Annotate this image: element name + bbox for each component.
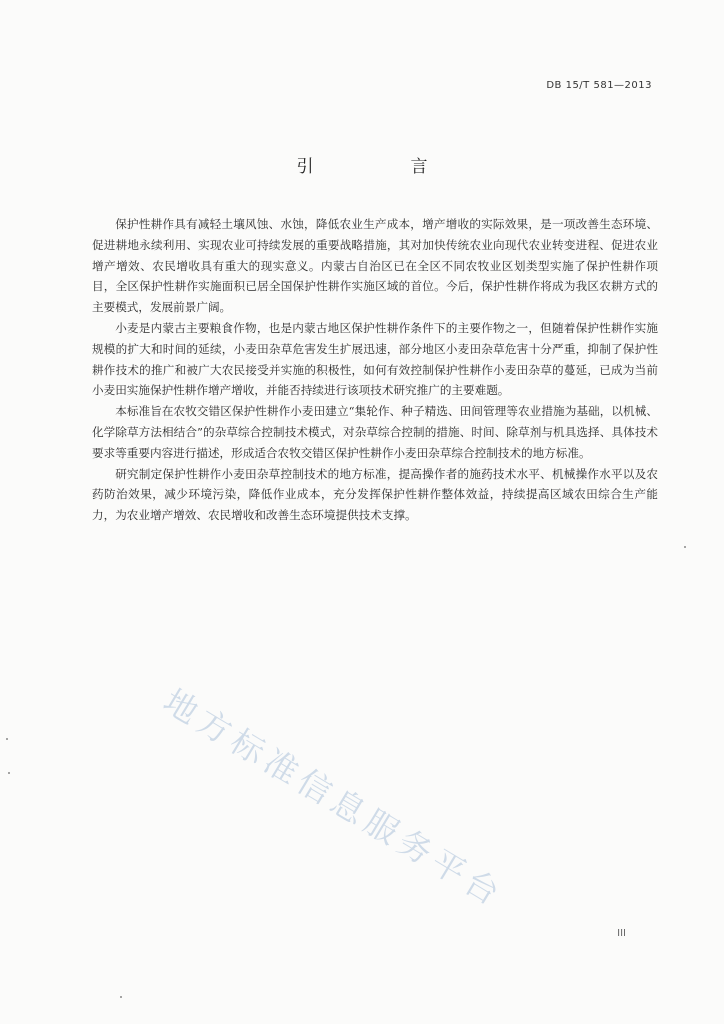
paragraph-1: 保护性耕作具有减轻土壤风蚀、水蚀，降低农业生产成本，增产增收的实际效果，是一项改善生态环境、促进耕地永续利用、实现农业可持续发展的重要战略措施，其对加快传统农业向现代农业转变进程、促进农业增产增效、农民增收具有重大的现实意义。内蒙古自治区已在全区不同农牧业区划类型实施了保护性耕作项目，全区保护性耕作实施面积已居全国保护性耕作实施区域的首位。今后，保护性耕作将成为我区农耕方式的主要模式，发展前景广阔。: [92, 217, 658, 315]
watermark: 地方标准信息服务平台: [156, 681, 512, 916]
scan-speck: [684, 546, 686, 548]
scan-speck: [120, 996, 122, 998]
page-title: 引 言: [296, 157, 468, 177]
paragraph-3: 本标准旨在农牧交错区保护性耕作小麦田建立“集轮作、种子精选、田间管理等农业措施为基础，以机械、化学除草方法相结合”的杂草综合控制技术模式，对杂草综合控制的措施、时间、除草剂与机具选择、具体技术要求等重要内容进行描述，形成适合农牧交错区保护性耕作小麦田杂草综合控制技术的地方标准。: [92, 404, 658, 460]
scan-speck: [8, 772, 10, 774]
document-code: DB 15/T 581—2013: [546, 80, 652, 91]
scan-speck: [6, 738, 8, 740]
page-number: III: [617, 928, 626, 939]
paragraph-2: 小麦是内蒙古主要粮食作物，也是内蒙古地区保护性耕作条件下的主要作物之一，但随着保护性耕作实施规模的扩大和时间的延续，小麦田杂草危害发生扩展迅速，部分地区小麦田杂草危害十分严重，抑制了保护性耕作技术的推广和被广大农民接受并实施的积极性，如何有效控制保护性耕作小麦田杂草的蔓延，已成为当前小麦田实施保护性耕作增产增收，并能否持续进行该项技术研究推广的主要难题。: [92, 320, 658, 398]
paragraph-4: 研究制定保护性耕作小麦田杂草控制技术的地方标准，提高操作者的施药技术水平、机械操作水平以及农药防治效果，减少环境污染，降低作业成本，充分发挥保护性耕作整体效益，持续提高区域农田综合生产能力，为农业增产增效、农民增收和改善生态环境提供技术支撑。: [92, 466, 658, 523]
introduction-body: [92, 214, 658, 526]
